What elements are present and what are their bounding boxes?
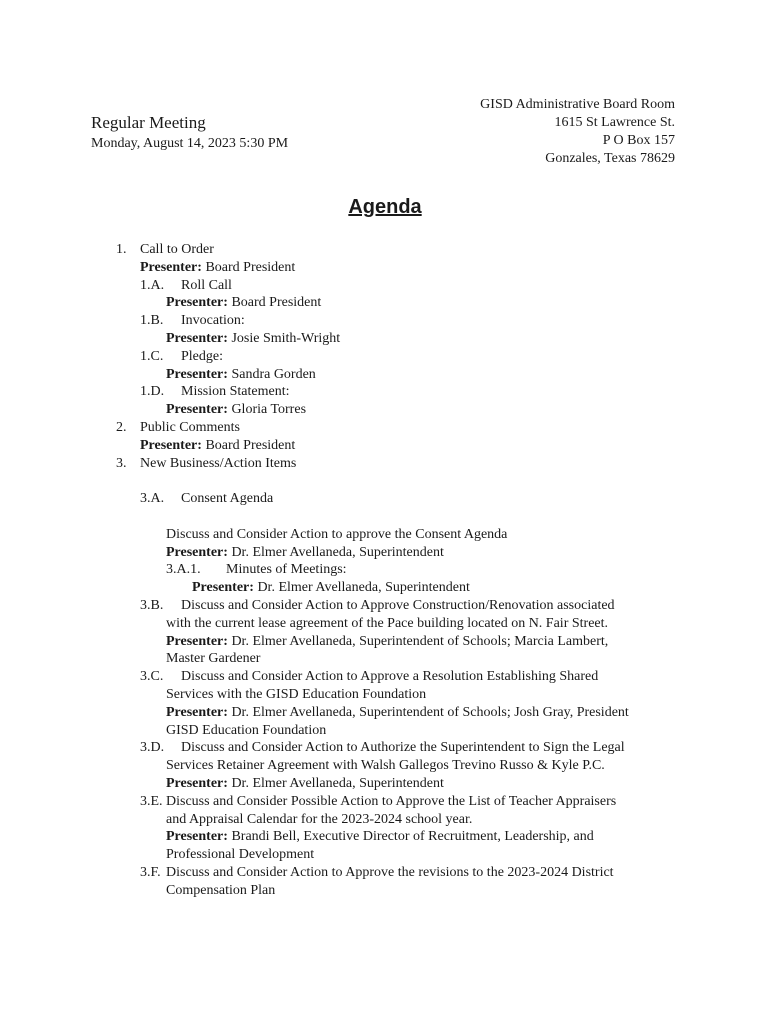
- location-line: P O Box 157: [602, 133, 675, 148]
- presenter-name: Master Gardener: [166, 651, 261, 667]
- item-title-line: with the current lease agreement of the Pace building located on N. Fair Street.: [166, 615, 609, 631]
- item-number: 3.D.: [140, 740, 165, 756]
- presenter-label: Presenter:: [192, 580, 254, 596]
- item-title: Discuss and Consider Action to Authorize the Superintendent to Sign the Legal: [181, 740, 625, 756]
- presenter-name: Dr. Elmer Avellaneda, Superintendent: [257, 580, 470, 596]
- agenda-item: [0, 241, 770, 259]
- item-title: Discuss and Consider Possible Action to Approve the List of Teacher Appraisers: [166, 793, 617, 809]
- agenda-item: [0, 793, 770, 811]
- item-title: Public Comments: [140, 419, 240, 435]
- presenter-label: Presenter:: [166, 544, 228, 560]
- presenter-label: Presenter:: [166, 295, 228, 311]
- item-number: 3.C.: [140, 669, 164, 685]
- presenter-name: Dr. Elmer Avellaneda, Superintendent: [231, 775, 444, 791]
- item-title-continued: [0, 686, 770, 704]
- item-description: [0, 526, 770, 544]
- presenter-line-continued: [0, 722, 770, 740]
- item-title: Invocation:: [181, 313, 245, 329]
- item-number: 1.D.: [140, 384, 165, 400]
- presenter-line: [0, 294, 770, 312]
- presenter-label: Presenter:: [166, 330, 228, 346]
- meeting-type: Regular Meeting: [91, 113, 206, 132]
- item-number: 3.: [116, 455, 127, 471]
- agenda-item: [0, 348, 770, 366]
- presenter-name: Board President: [231, 295, 322, 311]
- presenter-label: Presenter:: [140, 259, 202, 275]
- item-title-continued: [0, 882, 770, 900]
- description-text: Discuss and Consider Action to approve the Consent Agenda: [166, 526, 508, 542]
- agenda-item: [0, 419, 770, 437]
- presenter-label: Presenter:: [166, 633, 228, 649]
- presenter-line: [0, 330, 770, 348]
- agenda-item: [0, 739, 770, 757]
- location-line: Gonzales, Texas 78629: [545, 151, 675, 166]
- presenter-line: [0, 704, 770, 722]
- meeting-datetime: Monday, August 14, 2023 5:30 PM: [91, 136, 289, 151]
- agenda-item: [0, 490, 770, 508]
- presenter-name: Dr. Elmer Avellaneda, Superintendent of Schools; Josh Gray, President: [231, 704, 629, 720]
- location-line: GISD Administrative Board Room: [480, 97, 675, 112]
- item-title: Consent Agenda: [181, 491, 274, 507]
- item-title-continued: [0, 615, 770, 633]
- item-title: New Business/Action Items: [140, 455, 297, 471]
- item-title-line: Services with the GISD Education Foundation: [166, 686, 427, 702]
- presenter-line: [0, 579, 770, 597]
- location-line: 1615 St Lawrence St.: [554, 115, 675, 130]
- item-title: Pledge:: [181, 348, 223, 364]
- presenter-line: [0, 437, 770, 455]
- presenter-name: Dr. Elmer Avellaneda, Superintendent: [231, 544, 444, 560]
- presenter-label: Presenter:: [166, 402, 228, 418]
- presenter-line: [0, 366, 770, 384]
- agenda-item: [0, 864, 770, 882]
- presenter-line: [0, 544, 770, 562]
- agenda-item: [0, 455, 770, 473]
- item-number: 1.C.: [140, 348, 164, 364]
- item-title: Call to Order: [140, 242, 214, 257]
- agenda-item: [0, 383, 770, 401]
- presenter-name: Board President: [205, 259, 296, 275]
- presenter-label: Presenter:: [166, 829, 228, 845]
- agenda-item: [0, 312, 770, 330]
- item-number: 3.B.: [140, 597, 164, 613]
- agenda-items: [0, 241, 770, 899]
- presenter-name: Dr. Elmer Avellaneda, Superintendent of Schools; Marcia Lambert,: [231, 633, 609, 649]
- item-title: Roll Call: [181, 277, 232, 293]
- presenter-name: Josie Smith-Wright: [231, 330, 341, 346]
- item-title-line: Services Retainer Agreement with Walsh Gallegos Trevino Russo & Kyle P.C.: [166, 758, 605, 774]
- agenda-item: [0, 597, 770, 615]
- item-number: 3.E.: [140, 793, 163, 809]
- item-title: Minutes of Meetings:: [226, 562, 347, 578]
- presenter-name: Professional Development: [166, 847, 315, 863]
- presenter-label: Presenter:: [166, 704, 228, 720]
- agenda-item: [0, 561, 770, 579]
- item-title-continued: [0, 811, 770, 829]
- item-number: 1.B.: [140, 313, 164, 329]
- presenter-line: [0, 633, 770, 651]
- item-title: Mission Statement:: [181, 384, 290, 400]
- item-title: Discuss and Consider Action to Approve Construction/Renovation associated: [181, 597, 615, 613]
- meeting-info: [91, 112, 288, 153]
- presenter-line-continued: [0, 846, 770, 864]
- item-title-line: Compensation Plan: [166, 882, 276, 898]
- presenter-label: Presenter:: [166, 775, 228, 791]
- agenda-item: [0, 668, 770, 686]
- presenter-name: Gloria Torres: [231, 402, 307, 418]
- presenter-line: [0, 401, 770, 419]
- item-title: Discuss and Consider Action to Approve the revisions to the 2023-2024 District: [166, 864, 614, 880]
- presenter-line-continued: [0, 650, 770, 668]
- presenter-name: GISD Education Foundation: [166, 722, 327, 738]
- presenter-name: Brandi Bell, Executive Director of Recruitment, Leadership, and: [231, 829, 594, 845]
- item-title: Discuss and Consider Action to Approve a Resolution Establishing Shared: [181, 669, 599, 685]
- page-title: Agenda: [348, 196, 422, 218]
- agenda-item: [0, 277, 770, 295]
- presenter-name: Sandra Gorden: [231, 366, 316, 382]
- item-number: 3.A.: [140, 491, 165, 507]
- item-number: 1.A.: [140, 277, 165, 293]
- presenter-label: Presenter:: [140, 437, 202, 453]
- item-title-continued: [0, 757, 770, 775]
- presenter-name: Board President: [205, 437, 296, 453]
- item-title-line: and Appraisal Calendar for the 2023-2024 school year.: [166, 811, 473, 827]
- meeting-location: [480, 96, 675, 168]
- presenter-line: [0, 828, 770, 846]
- item-number: 1.: [116, 242, 127, 257]
- presenter-line: [0, 775, 770, 793]
- item-number: 3.F.: [140, 864, 161, 880]
- item-number: 3.A.1.: [166, 562, 201, 578]
- item-number: 2.: [116, 419, 127, 435]
- presenter-label: Presenter:: [166, 366, 228, 382]
- presenter-line: [0, 259, 770, 277]
